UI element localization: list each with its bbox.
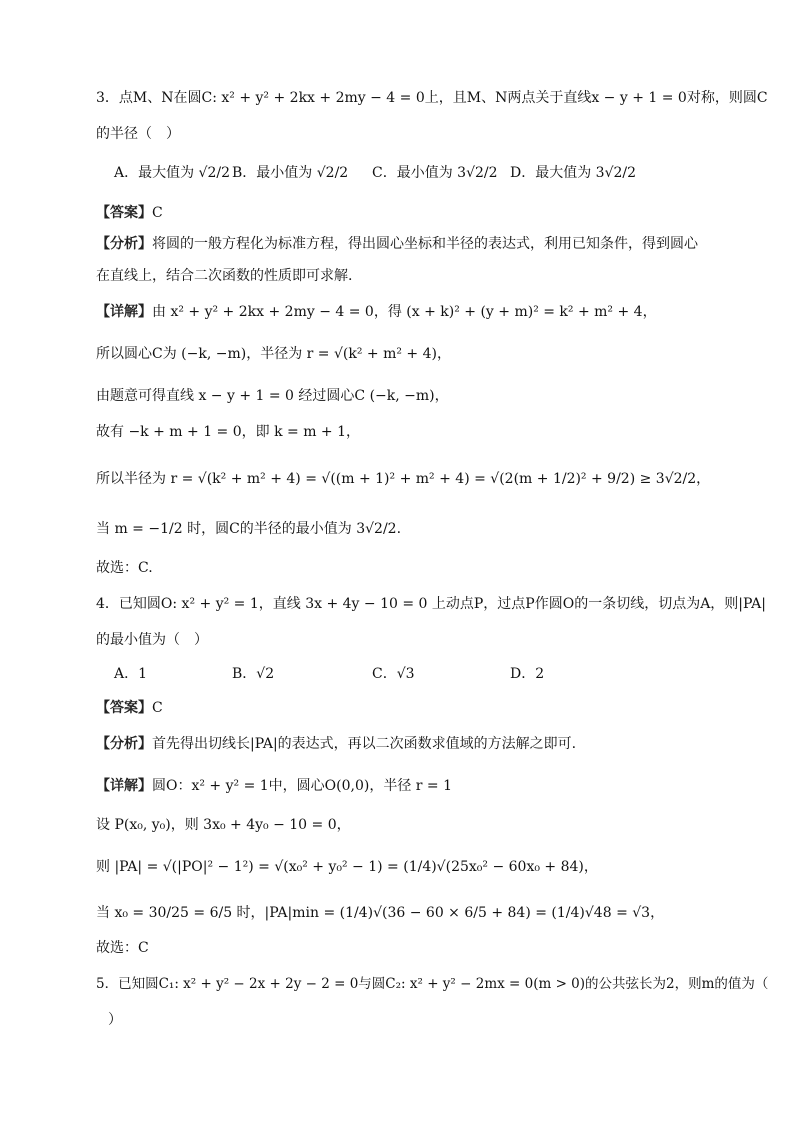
q4-detail-row — [96, 776, 734, 796]
q3-analysis-line1: 将圆的一般方程化为标准方程，得出圆心坐标和半径的表达式，利用已知条件，得到圆心 — [152, 236, 698, 252]
q4-detail-line2: 设 P(x₀, y₀)，则 3x₀ + 4y₀ − 10 = 0， — [96, 817, 351, 833]
q4-option-d: D．2 — [510, 666, 545, 682]
q3-option-b: B．最小值为 √2/2 — [232, 165, 349, 181]
q3-detail-line1: 由 x² + y² + 2kx + 2my − 4 = 0，得 (x + k)² + (y + m)² = k² + m² + 4， — [152, 304, 657, 320]
q3-stem-line1: 3．点M、N在圆C: x² + y² + 2kx + 2my − 4 = 0上，且M、N两点关于直线x − y + 1 = 0对称，则圆C — [96, 90, 768, 106]
q4-detail-line3: 则 |PA| = √(|PO|² − 1²) = √(x₀² + y₀² − 1) = (1/4)√(25x₀² − 60x₀ + 84)， — [96, 859, 598, 875]
q4-answer-row — [96, 698, 734, 718]
q4-analysis-row — [96, 734, 734, 754]
q4-stem-line2: 的最小值为（ ） — [96, 632, 208, 648]
q5-stem-line1: 5．已知圆C₁: x² + y² − 2x + 2y − 2 = 0与圆C₂: x² + y² − 2mx = 0(m > 0)的公共弦长为2，则m的值为（ — [96, 976, 769, 992]
q4-analysis-line1: 首先得出切线长|PA|的表达式，再以二次函数求值域的方法解之即可. — [152, 736, 577, 752]
q3-analysis-row — [96, 234, 734, 254]
q3-detail-tag: 【详解】 — [96, 304, 152, 320]
q3-detail-line4: 故有 −k + m + 1 = 0，即 k = m + 1， — [96, 424, 361, 440]
q4-analysis-tag: 【分析】 — [96, 736, 152, 752]
q3-detail-row — [96, 302, 734, 322]
q3-detail-line5: 所以半径为 r = √(k² + m² + 4) = √((m + 1)² + m² + 4) = √(2(m + 1/2)² + 9/2) ≥ 3√2/2， — [96, 471, 711, 487]
q4-stem-line1: 4．已知圆O: x² + y² = 1，直线 3x + 4y − 10 = 0 上动点P，过点P作圆O的一条切线，切点为A，则|PA| — [96, 596, 766, 612]
q4-option-c: C．√3 — [372, 666, 415, 682]
q3-detail-line2: 所以圆心C为 (−k, −m)，半径为 r = √(k² + m² + 4)， — [96, 346, 451, 362]
q4-option-b: B．√2 — [232, 666, 275, 682]
q3-answer: C — [152, 205, 163, 221]
q4-detail-line4: 当 x₀ = 30/25 = 6/5 时，|PA|min = (1/4)√(36 − 60 × 6/5 + 84) = (1/4)√48 = √3， — [96, 905, 665, 921]
q3-answer-tag: 【答案】 — [96, 205, 152, 221]
q4-answer-tag: 【答案】 — [96, 700, 152, 716]
q3-analysis-tag: 【分析】 — [96, 236, 152, 252]
q3-detail-line6: 当 m = −1/2 时，圆C的半径的最小值为 3√2/2. — [96, 521, 402, 537]
q4-answer: C — [152, 700, 163, 716]
q4-option-a: A．1 — [114, 666, 148, 682]
q4-choose: 故选：C — [96, 940, 149, 956]
q4-detail-line1: 圆O：x² + y² = 1中，圆心O(0,0)，半径 r = 1 — [152, 778, 453, 794]
q3-choose: 故选：C. — [96, 560, 153, 576]
q3-analysis-line2: 在直线上，结合二次函数的性质即可求解. — [96, 268, 353, 284]
q4-detail-tag: 【详解】 — [96, 778, 152, 794]
q3-detail-line3: 由题意可得直线 x − y + 1 = 0 经过圆心C (−k, −m)， — [96, 388, 449, 404]
q3-option-a: A．最大值为 √2/2 — [114, 165, 231, 181]
q3-answer-row — [96, 203, 734, 223]
q3-stem-line2: 的半径（ ） — [96, 126, 180, 142]
q3-option-d: D．最大值为 3√2/2 — [510, 165, 637, 181]
q5-stem-line2: ） — [108, 1012, 122, 1028]
q3-option-c: C．最小值为 3√2/2 — [372, 165, 498, 181]
